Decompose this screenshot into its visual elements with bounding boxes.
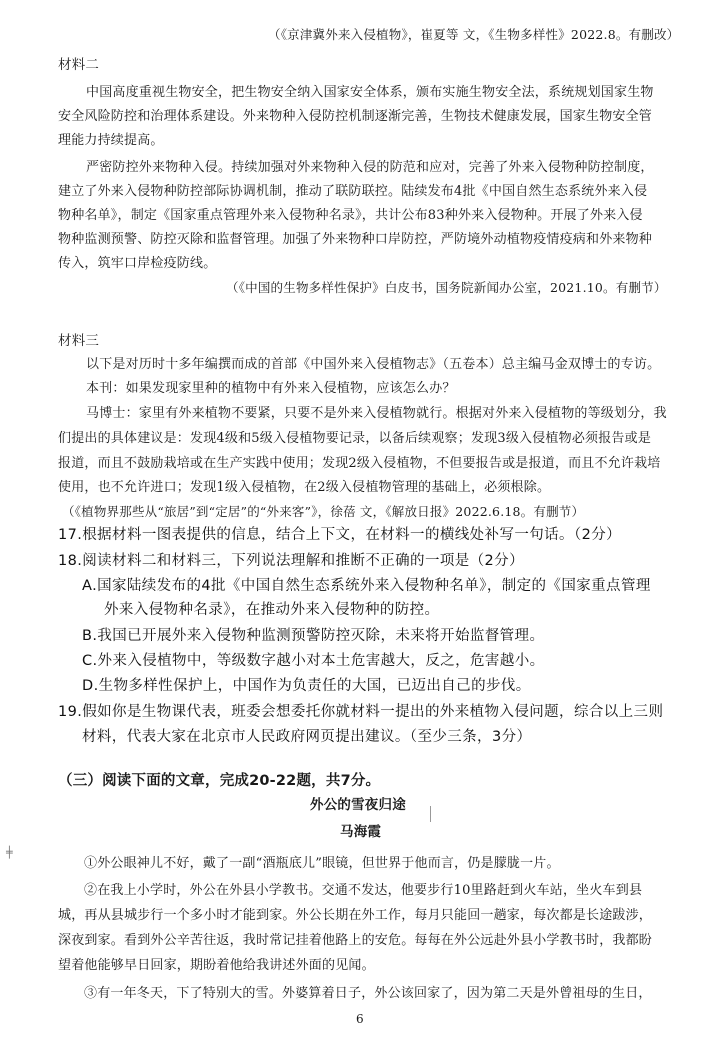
article-title: 外公的雪夜归途	[310, 797, 406, 813]
question-18-option-a-cont: 外来入侵物种名录》，在推动外来入侵物种的防控。	[104, 602, 440, 618]
material2-heading: 材料二	[58, 57, 100, 73]
article-paragraph: 城，再从县城步行一个多小时才能到家。外公长期在外工作，每月只能回一趟家，每次都是长途跋涉，	[58, 908, 653, 923]
material3-line: 使用，也不允许进口；发现1级入侵植物，在2级入侵植物管理的基础上，必须根除。	[58, 480, 551, 495]
material3-heading: 材料三	[58, 333, 100, 349]
page-number: 6	[356, 1012, 364, 1026]
question-18-option-b: B.我国已开展外来入侵物种监测预警防控灭除，未来将开始监督管理。	[82, 628, 545, 644]
material3-line: 以下是对历时十多年编撰而成的首部《中国外来入侵植物志》（五卷本）总主编马金双博士的专访。	[86, 357, 661, 372]
material2-line: 严密防控外来物种入侵。持续加强对外来物种入侵的防范和应对，完善了外来入侵物种防控制度，	[86, 160, 654, 175]
material2-line: 中国高度重视生物安全，把生物安全纳入国家安全体系，颁布实施生物安全法，系统规划国家生物	[86, 85, 654, 100]
material2-line: 物种名单》，制定《国家重点管理外来入侵物种名录》，共计公布83种外来入侵物种。开展了外来入侵	[58, 208, 643, 223]
margin-mark	[430, 806, 431, 822]
article-paragraph: 望着他能够早日回家，期盼着他给我讲述外面的见闻。	[58, 958, 375, 973]
article-paragraph: ①外公眼神儿不好，戴了一副“酒瓶底儿”眼镜，但世界于他而言，仍是朦胧一片。	[84, 856, 560, 871]
material2-line: 安全风险防控和治理体系建设。外来物种入侵防控机制逐渐完善，生物技术健康发展，国家生物安全管	[58, 109, 653, 124]
section-3-heading: （三）阅读下面的文章，完成20-22题，共7分。	[58, 773, 381, 789]
question-18-option-c: C.外来入侵植物中，等级数字越小对本土危害越大，反之，危害越小。	[82, 653, 545, 669]
question-17: 17.根据材料一图表提供的信息，结合上下文，在材料一的横线处补写一句话。（2分）	[58, 527, 622, 543]
material1-source: （《京津冀外来入侵植物》，崔夏等 文，《生物多样性》2022.8。有删改）	[268, 27, 680, 42]
material2-source: （《中国的生物多样性保护》白皮书，国务院新闻办公室，2021.10。有删节）	[226, 280, 667, 295]
article-paragraph: 深夜到家。看到外公辛苦往返，我时常记挂着他路上的安危。每每在外公远赴外县小学教书时，我都盼	[58, 933, 653, 948]
question-18: 18.阅读材料二和材料三，下列说法理解和推断不正确的一项是（2分）	[58, 553, 524, 569]
article-paragraph: ②在我上小学时，外公在外县小学教书。交通不发达，他要步行10里路赶到火车站，坐火车到县	[84, 883, 643, 898]
question-19: 19.假如你是生物课代表，班委会想委托你就材料一提出的外来植物入侵问题，综合以上三则	[58, 704, 664, 720]
question-18-option-d: D.生物多样性保护上，中国作为负责任的大国，已迈出自己的步伐。	[82, 678, 531, 694]
article-paragraph: ③有一年冬天，下了特别大的雪。外婆算着日子，外公该回家了，因为第二天是外曾祖母的生日，	[84, 986, 652, 1001]
material3-line: 本刊：如果发现家里种的植物中有外来入侵植物，应该怎么办？	[86, 381, 456, 396]
material2-line: 理能力持续提高。	[58, 133, 164, 148]
article-author: 马海霞	[340, 824, 382, 840]
material3-line: 报道，而且不鼓励栽培或在生产实践中使用；发现2级入侵植物，不但要报告或是报道，而且不允许栽培	[58, 456, 661, 471]
material2-line: 建立了外来入侵物种防控部际协调机制，推动了联防联控。陆续发布4批《中国自然生态系统外来入侵	[58, 184, 648, 199]
material3-source: （《植物界那些从“旅居”到“定居”的“外来客”》，徐蓓 文，《解放日报》2022.6.18。有删节）	[62, 504, 585, 519]
material3-line: 马博士：家里有外来植物不要紧，只要不是外来入侵植物就行。根据对外来入侵植物的等级划分，我	[86, 406, 667, 421]
material2-line: 物种监测预警、防控灭除和监督管理。加强了外来物种口岸防控，严防境外动植物疫情疫病和外来物种	[58, 232, 653, 247]
question-19-cont: 材料，代表大家在北京市人民政府网页提出建议。（至少三条，3分）	[82, 729, 532, 745]
margin-symbol: ╪	[6, 846, 13, 859]
question-18-option-a: A.国家陆续发布的4批《中国自然生态系统外来入侵物种名单》，制定的《国家重点管理	[82, 578, 651, 594]
material3-line: 们提出的具体建议是：发现4级和5级入侵植物要记录，以备后续观察；发现3级入侵植物必须报告或是	[58, 431, 652, 446]
material2-line: 传入，筑牢口岸检疫防线。	[58, 256, 217, 271]
